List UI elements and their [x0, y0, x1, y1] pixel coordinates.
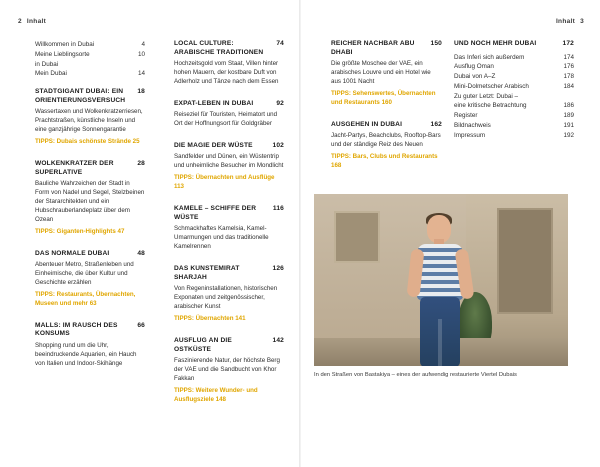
list-item-label: Ausflug Oman [454, 63, 494, 71]
toc-entry-title-row [331, 121, 442, 130]
toc-entry-tip-label: TIPPS: Sehenswertes, Übernachten und Restaurants [331, 89, 436, 106]
toc-entry[interactable] [331, 40, 442, 108]
toc-entry-description: Die größte Moschee der VAE, ein arabisches Louvre und ein Hotel wie aus 1001 Nacht [331, 59, 431, 85]
toc-entry-page: 48 [137, 249, 145, 257]
toc-entry-title-row [35, 250, 145, 259]
toc-entry-tip-label: TIPPS: Übernachten und Ausflüge [174, 174, 275, 182]
toc-entry-page: 18 [137, 88, 145, 95]
toc-entry-tip-label: TIPPS: Dubais schönste Strände [35, 137, 131, 145]
list-item[interactable] [454, 53, 574, 63]
toc-entry-tip-label: TIPPS: Übernachten [174, 314, 234, 322]
bullet-dot-icon [18, 88, 31, 101]
list-item[interactable] [454, 62, 574, 72]
list-item-label: Mini-Dolmetscher Arabisch [454, 82, 529, 90]
list-item[interactable] [454, 82, 574, 92]
photo-street-bastakiya [314, 194, 568, 366]
right-column-1 [314, 40, 442, 184]
toc-entry-description: Faszinierende Natur, der höchste Berg der VAE und die Sandbucht von Khor Fakkan [174, 356, 280, 382]
toc-entry[interactable] [174, 40, 284, 87]
bullet-dot-icon [18, 322, 31, 335]
list-item-page: 178 [563, 73, 574, 81]
list-item[interactable] [35, 40, 145, 50]
more-section-title-row [454, 40, 574, 49]
toc-entry-tip[interactable] [174, 315, 284, 324]
list-item-label: Das Inferi sich außerdem [454, 53, 525, 61]
left-columns [18, 40, 284, 418]
toc-entry-tip-page: 25 [132, 137, 140, 145]
list-item[interactable] [454, 72, 574, 82]
toc-entry-tip[interactable] [174, 174, 284, 192]
toc-simple-group [18, 40, 145, 79]
right-columns [314, 40, 584, 184]
more-section-title: UND NOCH MEHR DUBAI [454, 40, 537, 47]
toc-entry-description: Wassertaxen und Wolkenkratzerriesen, Prachtstraßen, künstliche Inseln und eine ganzjährige Sonnengarantie [35, 107, 143, 133]
toc-entry-tip-page: 141 [235, 314, 246, 322]
toc-entry-description: Schmackhaftes Kamelsia, Kamel-Umarmungen und das traditionelle Kamelrennen [174, 225, 269, 251]
toc-entry-description: Sandfelder und Dünen, ein Wüstentrip und unheimliche Besucher im Mondlicht [174, 153, 284, 170]
list-item-page: 14 [137, 70, 145, 78]
toc-entry-tip[interactable] [35, 228, 145, 237]
toc-entry-title: WOLKENKRATZER DER SUPERLATIVE [35, 159, 114, 176]
bullet-dot-icon [157, 205, 170, 218]
list-item-label: Mein Dubai [35, 70, 67, 78]
toc-entry-tip-page: 63 [89, 299, 97, 307]
toc-entry-tip[interactable] [174, 387, 284, 405]
toc-entry-title: DIE MAGIE DER WÜSTE [174, 142, 253, 150]
bullet-dot-icon [314, 40, 327, 53]
toc-entry-title-row [174, 265, 284, 282]
toc-entry-tip-label: TIPPS: Bars, Clubs und Restaurants [331, 153, 438, 160]
toc-entry-page: 150 [430, 40, 442, 47]
list-item[interactable] [454, 101, 574, 111]
toc-entry-title-row [174, 205, 284, 222]
bullet-dot-icon [18, 250, 31, 263]
list-item-page: 174 [563, 53, 574, 61]
list-item-page: 10 [137, 50, 145, 58]
toc-entry-title-row [174, 100, 284, 109]
toc-entry-tip-page: 160 [381, 98, 392, 106]
toc-entry[interactable] [174, 100, 284, 129]
bullet-dot-icon [157, 265, 170, 278]
toc-entry-description: Shopping rund um die Uhr, beeindruckende Aquarien, ein Hauch von Italien und Indoor-Skihänge [35, 341, 137, 367]
list-item[interactable] [35, 60, 145, 70]
toc-entry-title: AUSGEHEN IN DUBAI [331, 120, 403, 128]
toc-entry-tip-page: 113 [174, 183, 184, 191]
list-item-label: Dubai von A–Z [454, 73, 496, 81]
toc-entry-tip[interactable] [35, 138, 145, 147]
toc-entry[interactable] [174, 142, 284, 192]
toc-entry-title: DAS KUNSTEMIRAT SHARJAH [174, 265, 240, 281]
toc-entry[interactable] [331, 121, 442, 171]
toc-entry-tip-page: 47 [117, 227, 125, 235]
list-item-label: Willkommen in Dubai [35, 41, 95, 48]
toc-entry-title-row [35, 322, 145, 339]
left-column-2 [157, 40, 284, 418]
photo-person [405, 215, 475, 366]
list-item[interactable] [35, 69, 145, 79]
toc-entry-title: KAMELE – SCHIFFE DER WÜSTE [174, 205, 257, 221]
toc-entry-page: 116 [272, 205, 284, 213]
list-item[interactable] [454, 121, 574, 131]
right-page-header [314, 18, 584, 28]
list-item-page: 4 [141, 41, 145, 48]
toc-entry-title: STADTGIGANT DUBAI: EIN ORIENTIERUNGSVERSUCH [35, 88, 126, 104]
bullet-dot-icon [157, 142, 170, 155]
toc-entry-tip-label: TIPPS: Giganten-Highlights [35, 227, 116, 235]
toc-entry[interactable] [35, 88, 145, 147]
toc-entry-tip-page: 148 [215, 395, 226, 403]
toc-entry-title-row [35, 160, 145, 177]
toc-entry-title-row [174, 142, 284, 151]
list-item-page: 176 [563, 63, 574, 71]
right-page-header-label: Inhalt [555, 18, 576, 25]
toc-entry-description: Bauliche Wahrzeichen der Stadt in Form von Nadel und Segel, Stelzbeinen der Stararchitekten und ein Hubschrauberlandeplatz über dem Ozean [35, 179, 145, 223]
bullet-dot-icon [18, 160, 31, 173]
toc-entry-title-row [331, 40, 442, 57]
bullet-dot-icon [157, 337, 170, 350]
toc-entry-title-row [174, 40, 284, 57]
list-item[interactable] [454, 92, 574, 102]
more-section-list [454, 53, 574, 141]
more-section-page: 172 [562, 40, 574, 47]
list-item[interactable] [454, 131, 574, 141]
toc-entry-description: Abenteuer Metro, Straßenleben und Einheimische, die über Kultur und Geschichte erzählen [35, 260, 134, 286]
toc-entry-title: EXPAT-LEBEN IN DUBAI [174, 99, 254, 107]
toc-entry[interactable] [174, 337, 284, 405]
list-item[interactable] [454, 111, 574, 121]
toc-entry-title: REICHER NACHBAR ABU DHABI [331, 40, 415, 56]
right-column-2 [454, 40, 574, 184]
toc-entry-page: 142 [272, 336, 284, 344]
toc-entry-page: 66 [137, 321, 145, 329]
list-item[interactable] [35, 50, 145, 60]
toc-entry-page: 162 [430, 120, 442, 128]
list-item-label: Register [454, 112, 478, 120]
person-leg-gap [438, 319, 442, 366]
toc-entry-description: Reiseziel für Touristen, Heimatort und Ort der Hoffnungsort für Goldgräber [174, 111, 278, 128]
toc-entry-tip[interactable] [331, 153, 442, 171]
toc-entry-title: DAS NORMALE DUBAI [35, 249, 110, 257]
bullet-dot-icon [157, 100, 170, 113]
right-page [300, 0, 600, 467]
left-page-number: 2 [18, 18, 22, 25]
bullet-dot-icon [314, 121, 327, 134]
list-item-label: Zu guter Letzt: Dubai – [454, 92, 519, 100]
photo-caption: In den Straßen von Bastakiya – eines der aufwendig restaurierte Viertel Dubais [314, 371, 517, 378]
toc-entry[interactable] [35, 250, 145, 309]
list-item-page: 184 [563, 82, 574, 90]
toc-entry-title: AUSFLUG AN DIE OSTKÜSTE [174, 336, 232, 353]
list-item-label: Meine Lieblingsorte [35, 50, 90, 58]
toc-entry-page: 102 [272, 142, 284, 150]
toc-entry-page: 92 [276, 99, 284, 107]
list-item-page: 191 [563, 121, 574, 129]
toc-entry-title-row [174, 337, 284, 354]
toc-entry[interactable] [174, 205, 284, 252]
toc-entry-page: 126 [272, 265, 284, 273]
left-page-header [18, 18, 284, 28]
toc-entry-tip[interactable] [331, 90, 442, 108]
left-column-1 [18, 40, 145, 418]
right-page-number: 3 [580, 18, 584, 25]
toc-entry-page: 28 [137, 159, 145, 167]
list-item-label: eine kritische Betrachtung [454, 102, 527, 110]
left-page-header-label: Inhalt [26, 18, 47, 25]
toc-entry-title-row [35, 88, 145, 105]
toc-entry-title: MALLS: IM RAUSCH DES KONSUMS [35, 321, 118, 338]
toc-entry-tip-label: TIPPS: Weitere Wunder- und Ausflugsziele [174, 386, 258, 403]
toc-entry[interactable] [35, 322, 145, 369]
toc-entry-tip-page: 168 [331, 161, 342, 169]
toc-entry[interactable] [174, 265, 284, 324]
toc-entry-description: Von Regeninstallationen, historischen Exponaten und zeitgenössischer, arabischer Kunst [174, 284, 278, 310]
toc-entry-title: LOCAL CULTURE: ARABISCHE TRADITIONEN [174, 40, 264, 56]
toc-entry-page: 74 [276, 40, 284, 47]
list-item-label: Impressum [454, 131, 486, 139]
list-item-page: 186 [563, 102, 574, 110]
photo-door [497, 208, 553, 315]
bullet-dot-icon [157, 40, 170, 53]
list-item-page: 192 [563, 131, 574, 139]
toc-entry[interactable] [35, 160, 145, 237]
toc-entry-tip-label: TIPPS: Restaurants, Übernachten, Museen und mehr [35, 290, 136, 307]
list-item-page: 189 [563, 112, 574, 120]
toc-entry-tip[interactable] [35, 291, 145, 309]
toc-entry-description: Hochzeitsgold vom Staat, Villen hinter hohen Mauern, der kostbare Duft von Adlerholz und Tänze nach dem Essen [174, 59, 279, 85]
photo-window [334, 211, 380, 263]
toc-entry-description: Jacht-Partys, Beachclubs, Rooftop-Bars und der ständige Reiz des Neuen [331, 132, 441, 149]
list-item-label: Bildnachweis [454, 121, 491, 129]
list-item-label: in Dubai [35, 60, 59, 68]
